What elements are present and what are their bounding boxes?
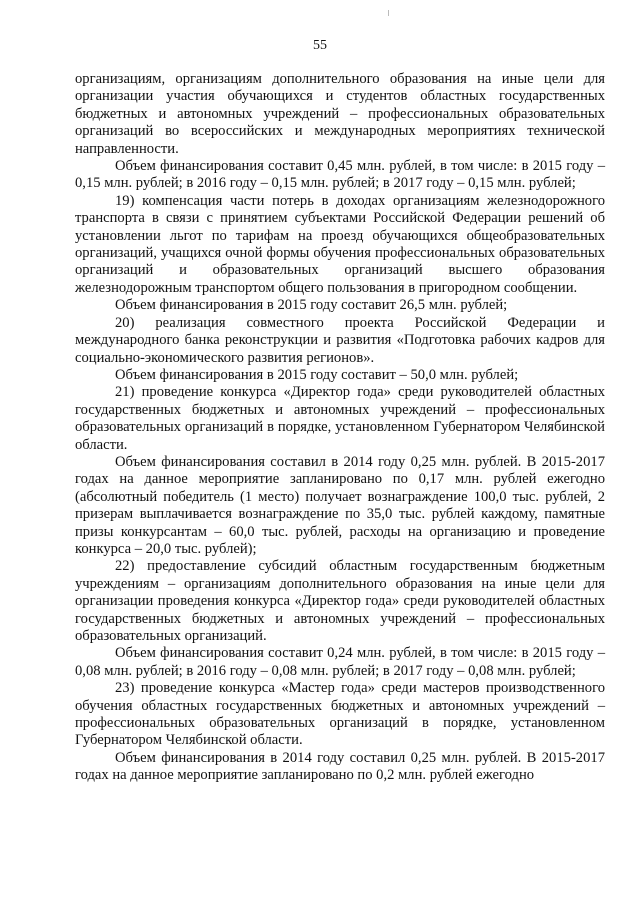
paragraph: организациям, организациям дополнительного образования на иные цели для организации участия обучающихся и студентов областных государственных бюджетных и автономных учреждений – профессиональных образовательных организаций во всероссийских и международных мероприятиях технической направленности.: [75, 71, 605, 157]
paragraph: 20) реализация совместного проекта Российской Федерации и международного банка реконструкции и развития «Подготовка рабочих кадров для социально-экономического развития регионов».: [75, 314, 605, 366]
page-number: 55: [313, 38, 327, 53]
document-body: [75, 71, 605, 785]
paragraph: Объем финансирования составит 0,24 млн. рублей, в том числе: в 2015 году – 0,08 млн. рублей; в 2016 году – 0,08 млн. рублей; в 2017 году – 0,08 млн. рублей;: [75, 645, 605, 679]
paragraph: Объем финансирования составит 0,45 млн. рублей, в том числе: в 2015 году – 0,15 млн. рублей; в 2016 году – 0,15 млн. рублей; в 2017 году – 0,15 млн. рублей;: [75, 158, 605, 192]
paragraph: 19) компенсация части потерь в доходах организациям железнодорожного транспорта в связи с принятием субъектами Российской Федерации решений об установлении льгот по тарифам на проезд обучающихся общеобразовательных организаций, учащихся очной формы обучения профессиональных образовательных организаций и образовательных организаций высшего образования железнодорожным транспортом общего пользования в пригородном сообщении.: [75, 192, 605, 296]
paragraph: 22) предоставление субсидий областным государственным бюджетным учреждениям – организациям дополнительного образования на иные цели для организации проведения конкурса «Директор года» среди руководителей областных государственных бюджетных и автономных учреждений – профессиональных образовательных организаций.: [75, 558, 605, 644]
paragraph: Объем финансирования в 2015 году составит – 50,0 млн. рублей;: [115, 366, 519, 383]
paragraph: Объем финансирования составил в 2014 году 0,25 млн. рублей. В 2015-2017 годах на данное мероприятие запланировано по 0,17 млн. рублей ежегодно (абсолютный победитель (1 место) получает вознаграждение 100,0 тыс. рублей, 2 призерам выплачивается вознаграждение по 35,0 тыс. рублей каждому, памятные призы конкурсантам – 60,0 тыс. рублей, расходы на организацию и проведение конкурса – 20,0 тыс. рублей);: [75, 453, 605, 557]
paragraph: 21) проведение конкурса «Директор года» среди руководителей областных государственных бюджетных и автономных учреждений – профессиональных образовательных организаций в порядке, установленном Губернатором Челябинской области.: [75, 384, 605, 453]
paragraph: Объем финансирования в 2015 году составит 26,5 млн. рублей;: [115, 297, 508, 314]
paragraph: 23) проведение конкурса «Мастер года» среди мастеров производственного обучения областных государственных бюджетных и автономных учреждений – профессиональных образовательных организаций в порядке, установленном Губернатором Челябинской области.: [75, 680, 605, 749]
paragraph: Объем финансирования в 2014 году составил 0,25 млн. рублей. В 2015-2017 годах на данное мероприятие запланировано по 0,2 млн. рублей ежегодно: [75, 749, 605, 784]
scan-artifact: [388, 10, 389, 16]
